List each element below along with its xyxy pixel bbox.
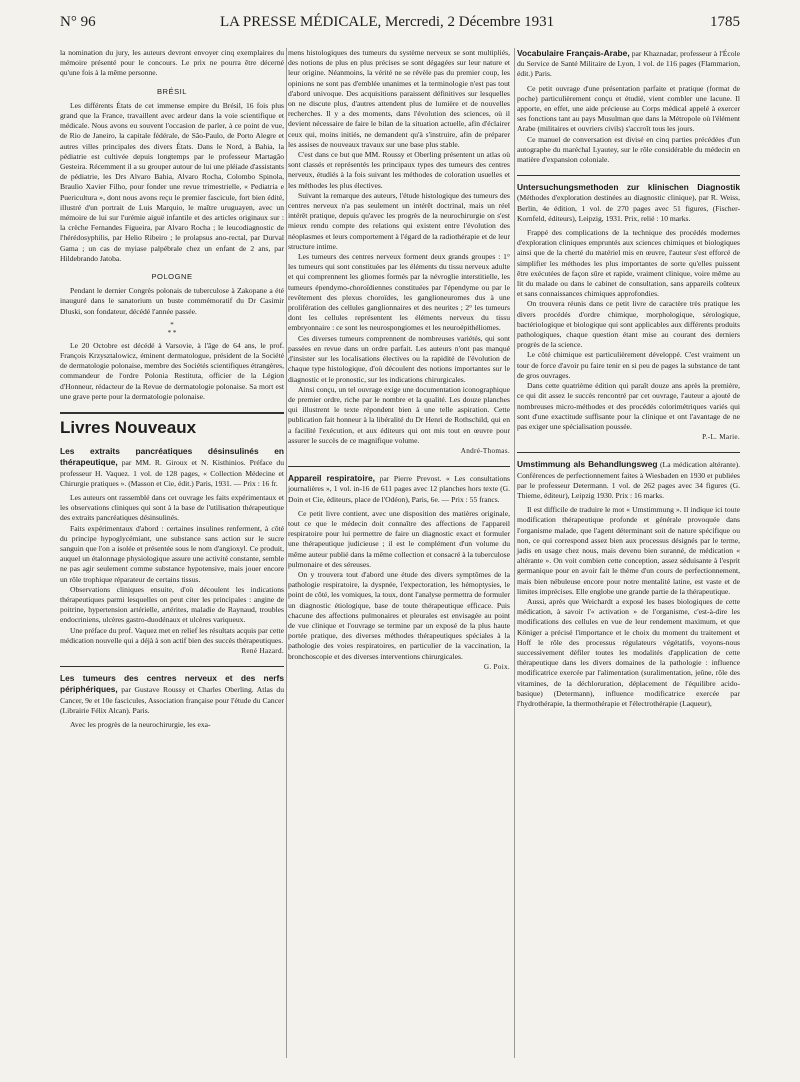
paragraph: Avec les progrès de la neurochirurgie, les exa- — [70, 719, 211, 729]
page-number: 1785 — [710, 14, 740, 30]
paragraph: Pendant le dernier Congrès polonais de tuberculose à Zakopane a été inauguré dans le sanatorium un buste commémoratif du Dr Casimir Dluski, son fondateur, décédé l'année passée. — [60, 286, 284, 316]
book-title: Les tumeurs des centres nerveux et des nerfs périphériques, — [60, 673, 284, 695]
review-signature: René Hazard. — [241, 646, 284, 655]
paragraph: Les différents États de cet immense empire du Brésil, 16 fois plus grand que la France, travaillent avec ardeur dans la voie scientifique et médicale. Nous avons eu souvent l'occasion de parler, à ce point de vue, de Rio de Janeiro, la capitale fédérale, de São-Paulo, de Porto Alegre et autres villes principales des divers États. Dans le Nord, à Bahia, la pédiatrie est cultivée depuis longtemps par le professeur Martagão Gesteira. Récemment il a su grouper autour de lui une pléiade d'assistants de pédiatrie, les Drs Alvaro Bahia, Alvaro Rocha, Colombo Spinola, Braulio Xavier Filho, pour fonder une revue trimestrielle, « Pediatria e Puericultura », dont nous avons reçu le premier fascicule, fort bien édité, illustré d'un portrait de Luis Marquio, le maître uruguayen, avec un mémoire de lui sur l'urémie aiguë infantile et des articles originaux sur : la crèche Fernandes Figueira, par Alvaro Rocha ; le leucodiagnostic de l'hérédosyphilis, par Helio Ribeiro ; le prolapsus ano-rectal, par Durval Gama ; un cas de myiase palpébrale chez un enfant de 2 ans, par Hildebrando Jatoba. — [60, 100, 284, 263]
paragraph: la nomination du jury, les auteurs devront envoyer cinq exemplaires du mémoire présenté pour le concours. Le prix ne pourra être décerné qu'une fois à la même personne. — [60, 48, 284, 78]
book-meta: (La médication altérante). Conférences de perfectionnement faites à Wiesbaden en 1930 et publiées par le professeur Determann. 1 vol. de 262 pages avec 34 figures (G. Thieme, éditeur), Leipzig 1930. Prix : 16 marks. — [517, 460, 740, 500]
paragraph: Faits expérimentaux d'abord : certaines insulines renferment, à côté du principe hypoglycémiant, une substance sans action sur le sucre sanguin que l'on a isolée et présentée sous le nom d'angioxyl. Ce produit, auquel un étalonnage physiologique assure une activité constante, semble ne pas agir seulement comme substance hypotensive, mais jouer encore un rôle trophique réparateur de certains tissus. — [60, 523, 284, 584]
book-entry-header — [517, 182, 740, 224]
paragraph: Ces diverses tumeurs comprennent de nombreuses variétés, qui sont passées en revue dans un ordre parfait. Les auteurs n'ont pas manqué d'insister sur les localisations électives ou la rapidité de l'évolution de chaque type histologique, d'où découlent des notions importantes sur le diagnostic et le pronostic, sur les indications chirurgicales. — [288, 333, 510, 384]
paragraph: Il est difficile de traduire le mot « Umstimmung ». Il indique ici toute modification thérapeutique profonde et générale provoquée dans l'organisme malade, que l'agent déterminant soit de nature spécifique ou non, ce qui correspond assez bien aux processus désignés par le terme, jadis en usage chez nous, mais devenu bien suranné, de médication « altérante ». On voit combien cette conception, assez séduisante à l'esprit germanique pour en avoir fait le thème d'un cours de perfectionnement, mais bien nébuleuse encore pour notre mentalité latine, est vaste et de limites imprécises. Elle englobe une grande partie de la thérapeutique. — [517, 505, 740, 596]
paragraph: On trouvera réunis dans ce petit livre de caractère très pratique les divers procédés d'ordre chimique, morphologique, sérologique, bactériologique et biologique qui sont applicables aux différents produits pathologiques, chaque question étant mise au courant des derniers progrès de la science. — [517, 299, 740, 350]
column-divider — [514, 48, 515, 1058]
paragraph: C'est dans ce but que MM. Roussy et Oberling présentent un atlas où sont classés et représentés les principaux types des tumeurs des centres nerveux, étudiés à la fois suivant les méthodes de coloration usuelles et les méthodes les plus électives. — [288, 150, 510, 190]
paragraph: Les auteurs ont rassemblé dans cet ouvrage les faits expérimentaux et les observations cliniques qui sont à la base de l'utilisation thérapeutique des extraits pancréatiques désinsulinés. — [60, 492, 284, 523]
book-meta: par Khaznadar, professeur à l'École du Service de Santé Militaire de Lyon, 1 vol. de 116 pages (Flammarion, édit.) Paris. — [517, 49, 740, 79]
review-signature: P.-L. Marie. — [702, 433, 740, 442]
paragraph: Observations cliniques ensuite, d'où découlent les indications thérapeutiques parmi lesquelles on peut citer les principales : angine de poitrine, hypertension artérielle, artérites, maladie de Raynaud, troubles endocriniens, ulcères gastro-duodénaux et ulcères variqueux. — [60, 584, 284, 625]
entry-rule — [60, 666, 284, 667]
review-signature: G. Poix. — [483, 662, 510, 671]
paragraph: Le 20 Octobre est décédé à Varsovie, à l'âge de 64 ans, le prof. François Krzysztalowicz, éminent dermatologue, président de la Société de dermatologie polonaise, membre des Sociétés scientifiques étrangères, commandeur de l'ordre Polonia Restituta, officier de la Légion d'Honneur, rédacteur de la Revue de dermatologie polonaise. Sa mort est une grave perte pour la dermatologie polonaise. — [60, 340, 284, 401]
asterism: * * * — [167, 320, 177, 337]
paragraph: Les tumeurs des centres nerveux forment deux grands groupes : 1° les tumeurs qui sont constituées par les éléments du tissu nerveux adulte et qui comprennent les gliomes formés par la névroglie interstitielle, les tumeurs épendymo-choroïdiennes constituées par l'épendyme ou par le revêtement des plexus choroïdes, les ganglioneuromes dus à une prolifération des cellules ganglionnaires et des neurites ; 2° les tumeurs dont les cellules représentent les éléments nerveux du tissu embryonnaire : ce sont les neurospongiomes et les neuroépithéliomes. — [288, 252, 510, 333]
entry-rule — [517, 452, 740, 453]
entry-rule — [288, 466, 510, 467]
section-title-livres-nouveaux: Livres Nouveaux — [60, 418, 197, 438]
section-heading-pologne: POLOGNE — [151, 272, 193, 282]
book-meta: (Méthodes d'exploration destinées au diagnostic clinique), par R. Weiss, Berlin, 4e édition, 1 vol. de 270 pages avec 51 figures, (Fischer-Kornfeld, éditeurs), Leipzig, 1931. Prix, relié : 10 marks. — [517, 193, 740, 223]
column-divider — [286, 48, 287, 1058]
book-title: Vocabulaire Français-Arabe, — [517, 48, 630, 58]
paragraph: Suivant la remarque des auteurs, l'étude histologique des tumeurs des centres nerveux n'a pas seulement un intérêt doctrinal, mais un réel intérêt pratique, depuis qu'avec les progrès de la neurochirurgie on s'est mieux rendu compte des relations qui existent entre l'évolution des néoplasmes et leurs comportement à l'égard de la radiothérapie et de leur structure intime. — [288, 190, 510, 251]
book-entry-header — [517, 48, 740, 80]
book-title: Les extraits pancréatiques désinsulinés en thérapeutique, — [60, 446, 284, 468]
book-entry-header — [517, 459, 740, 501]
paragraph: Une préface du prof. Vaquez met en relief les résultats acquis par cette médication nouvelle qui a déjà à son actif bien des succès thérapeutiques. — [60, 625, 284, 645]
paragraph: Ce manuel de conversation est divisé en cinq parties précédées d'un autographe du maréchal Lyautey, sur le rôle considérable du médecin en matière d'expansion coloniale. — [517, 134, 740, 165]
paragraph: mens histologiques des tumeurs du système nerveux se sont multipliés, des notions de plus en plus précises se sont dégagées sur leur nature et leur origine. Néanmoins, la vérité ne se révèle pas du premier coup, les opinions ne sont pas d'emblée unanimes et la terminologie n'est pas tout d'abord univoque. Des acquisitions paraissent définitives sur lesquelles on ne discute plus, d'autres attendent plus de lumière et de nouvelles recherches. Il y a des moments, dans l'évolution des sciences, où il devient nécessaire de faire le bilan de la situation actuelle, afin d'éclairer ceux qui, moins initiés, ne demandent qu'à s'instruire, afin de préparer les assises de nouveaux travaux sur une base plus stable. — [288, 48, 510, 149]
book-title: Umstimmung als Behandlungsweg — [517, 459, 658, 470]
book-title: Appareil respiratoire, — [288, 473, 375, 484]
column-left — [60, 48, 284, 730]
section-rule — [60, 412, 284, 414]
column-right — [517, 48, 740, 709]
column-middle — [288, 48, 510, 672]
issue-number: N° 96 — [60, 14, 96, 30]
page-header — [60, 14, 740, 36]
paragraph: Frappé des complications de la technique des procédés modernes d'exploration cliniques empruntés aux sciences chimiques et biologiques ainsi que de la cherté du matériel mis en œuvre, l'auteur s'est efforcé de simplifier les méthodes les plus importantes de sorte qu'elles puissent être exécutées de façon sûre et rapide, vraiment clinique, voire même au lit du malade ou dans le cabinet de consultation, sans appareils coûteux et sans connaissances chimiques approfondies. — [517, 228, 740, 299]
paragraph: Dans cette quatrième édition qui paraît douze ans après la première, ce qui dit assez le succès rencontré par cet ouvrage, l'auteur a ajouté de nombreuses micro-méthodes et des procédés colorimétriques variés qui sont d'une exactitude suffisante pour la clinique et ont l'avantage de ne pas exiger une spécialisation poussée. — [517, 381, 740, 431]
paragraph: Ce petit ouvrage d'une présentation parfaite et pratique (format de poche) particulièrement conçu et étudié, vient combler une lacune. Il apporte, en effet, une aide précieuse au Corps médical appelé à exercer ses fonctions tant au pays Musulman que dans la Métropole où l'élément Arabe (militaires et ouvriers civils) s'accroît tous les jours. — [517, 83, 740, 134]
entry-rule — [517, 175, 740, 176]
section-heading-bresil: BRÉSIL — [156, 86, 187, 96]
book-meta: par Gustave Roussy et Charles Oberling. Atlas du Cancer, 9e et 10e fascicules, Association française pour l'étude du Cancer (Librairie Félix Alcan). Paris. — [60, 685, 284, 715]
book-entry-header — [60, 673, 284, 716]
paragraph: Le côté chimique est particulièrement développé. C'est vraiment un tour de force d'avoir pu faire tenir en si peu de pages la substance de tant de gros ouvrages. — [517, 350, 740, 380]
review-signature: André-Thomas. — [460, 446, 510, 455]
paragraph: Ainsi conçu, un tel ouvrage exige une documentation iconographique de premier ordre, riche par le nombre et la qualité. Les douze planches qui illustrent le texte répondent bien à une telle aspiration. Cette publication fait honneur à la libéralité du Dr Henri de Rothschild, qui en a facilité l'exécution, et aux éditeurs qui ont mis tout en œuvre pour assurer le succès de ce magnifique volume. — [288, 384, 510, 445]
paragraph: Aussi, après que Weichardt a exposé les bases biologiques de cette médication, à savoir l'« activation » de l'organisme, c'est-à-dire les modifications des cellules en vue de leur rendement maximum, et que Königer a précisé l'importance et le choix du moment du traitement et Hoff le rôle des processus régulateurs végétatifs, voyons-nous successivement défiler toutes les modalités d'application de cette thérapeutique dans les divers domaines de la pathologie : influence modificatrice exercée par l'alimentation (suralimentation, jeûne, rôle des vitamines, de la déchloruration, déplacement de l'équilibre acido-basique) (Determann), influence modificatrice exercée par l'hydrothérapie, la thermothérapie et l'électrothérapie (Laqueur), — [517, 596, 740, 708]
book-meta: par MM. R. Giroux et N. Kisthinios. Préface du professeur H. Vaquez. 1 vol. de 128 pages, « Collection Médecine et Chirurgie pratiques ». (Masson et Cie, édit.) Paris, 1931. — Prix : 16 fr. — [60, 458, 284, 488]
paragraph: On y trouvera tout d'abord une étude des divers symptômes de la pathologie respiratoire, la dyspnée, l'expectoration, les hémoptysies, le point de côté, les vomiques, la toux, dont l'analyse permettra de formuler un diagnostic étiologique, base de toute thérapeutique efficace. Puis chacune des affections pulmonaires et pleurales est envisagée au point de vue clinique et l'ouvrage se termine par un exposé de la plus haute portée pratique, des diverses méthodes thérapeutiques spéciales à la pathologie des voies respiratoires, en particulier de la vaccination, la bronchoscopie et des diverses interventions chirurgicales. — [288, 569, 510, 661]
book-entry-header — [288, 473, 510, 505]
paragraph: Ce petit livre contient, avec une disposition des matières originale, tout ce que le médecin doit connaître des affections de l'appareil respiratoire pour lui permettre de faire un diagnostic exact et formuler une thérapeutique judicieuse ; il est le complément d'un volume du même auteur publié dans la même collection et consacré à la tuberculose pulmonaire et des séreuses. — [288, 508, 510, 569]
journal-title: LA PRESSE MÉDICALE, Mercredi, 2 Décembre 1931 — [220, 14, 555, 30]
book-title: Untersuchungsmethoden zur klinischen Diagnostik — [517, 182, 740, 193]
book-entry-header — [60, 446, 284, 489]
book-meta: par Pierre Prevost. « Les consultations journalières », 1 vol. in-16 de 611 pages avec 12 planches hors texte (G. Doin et Cie, éditeurs, place de l'Odéon), Paris, 6e. — Prix : 55 francs. — [288, 474, 511, 504]
